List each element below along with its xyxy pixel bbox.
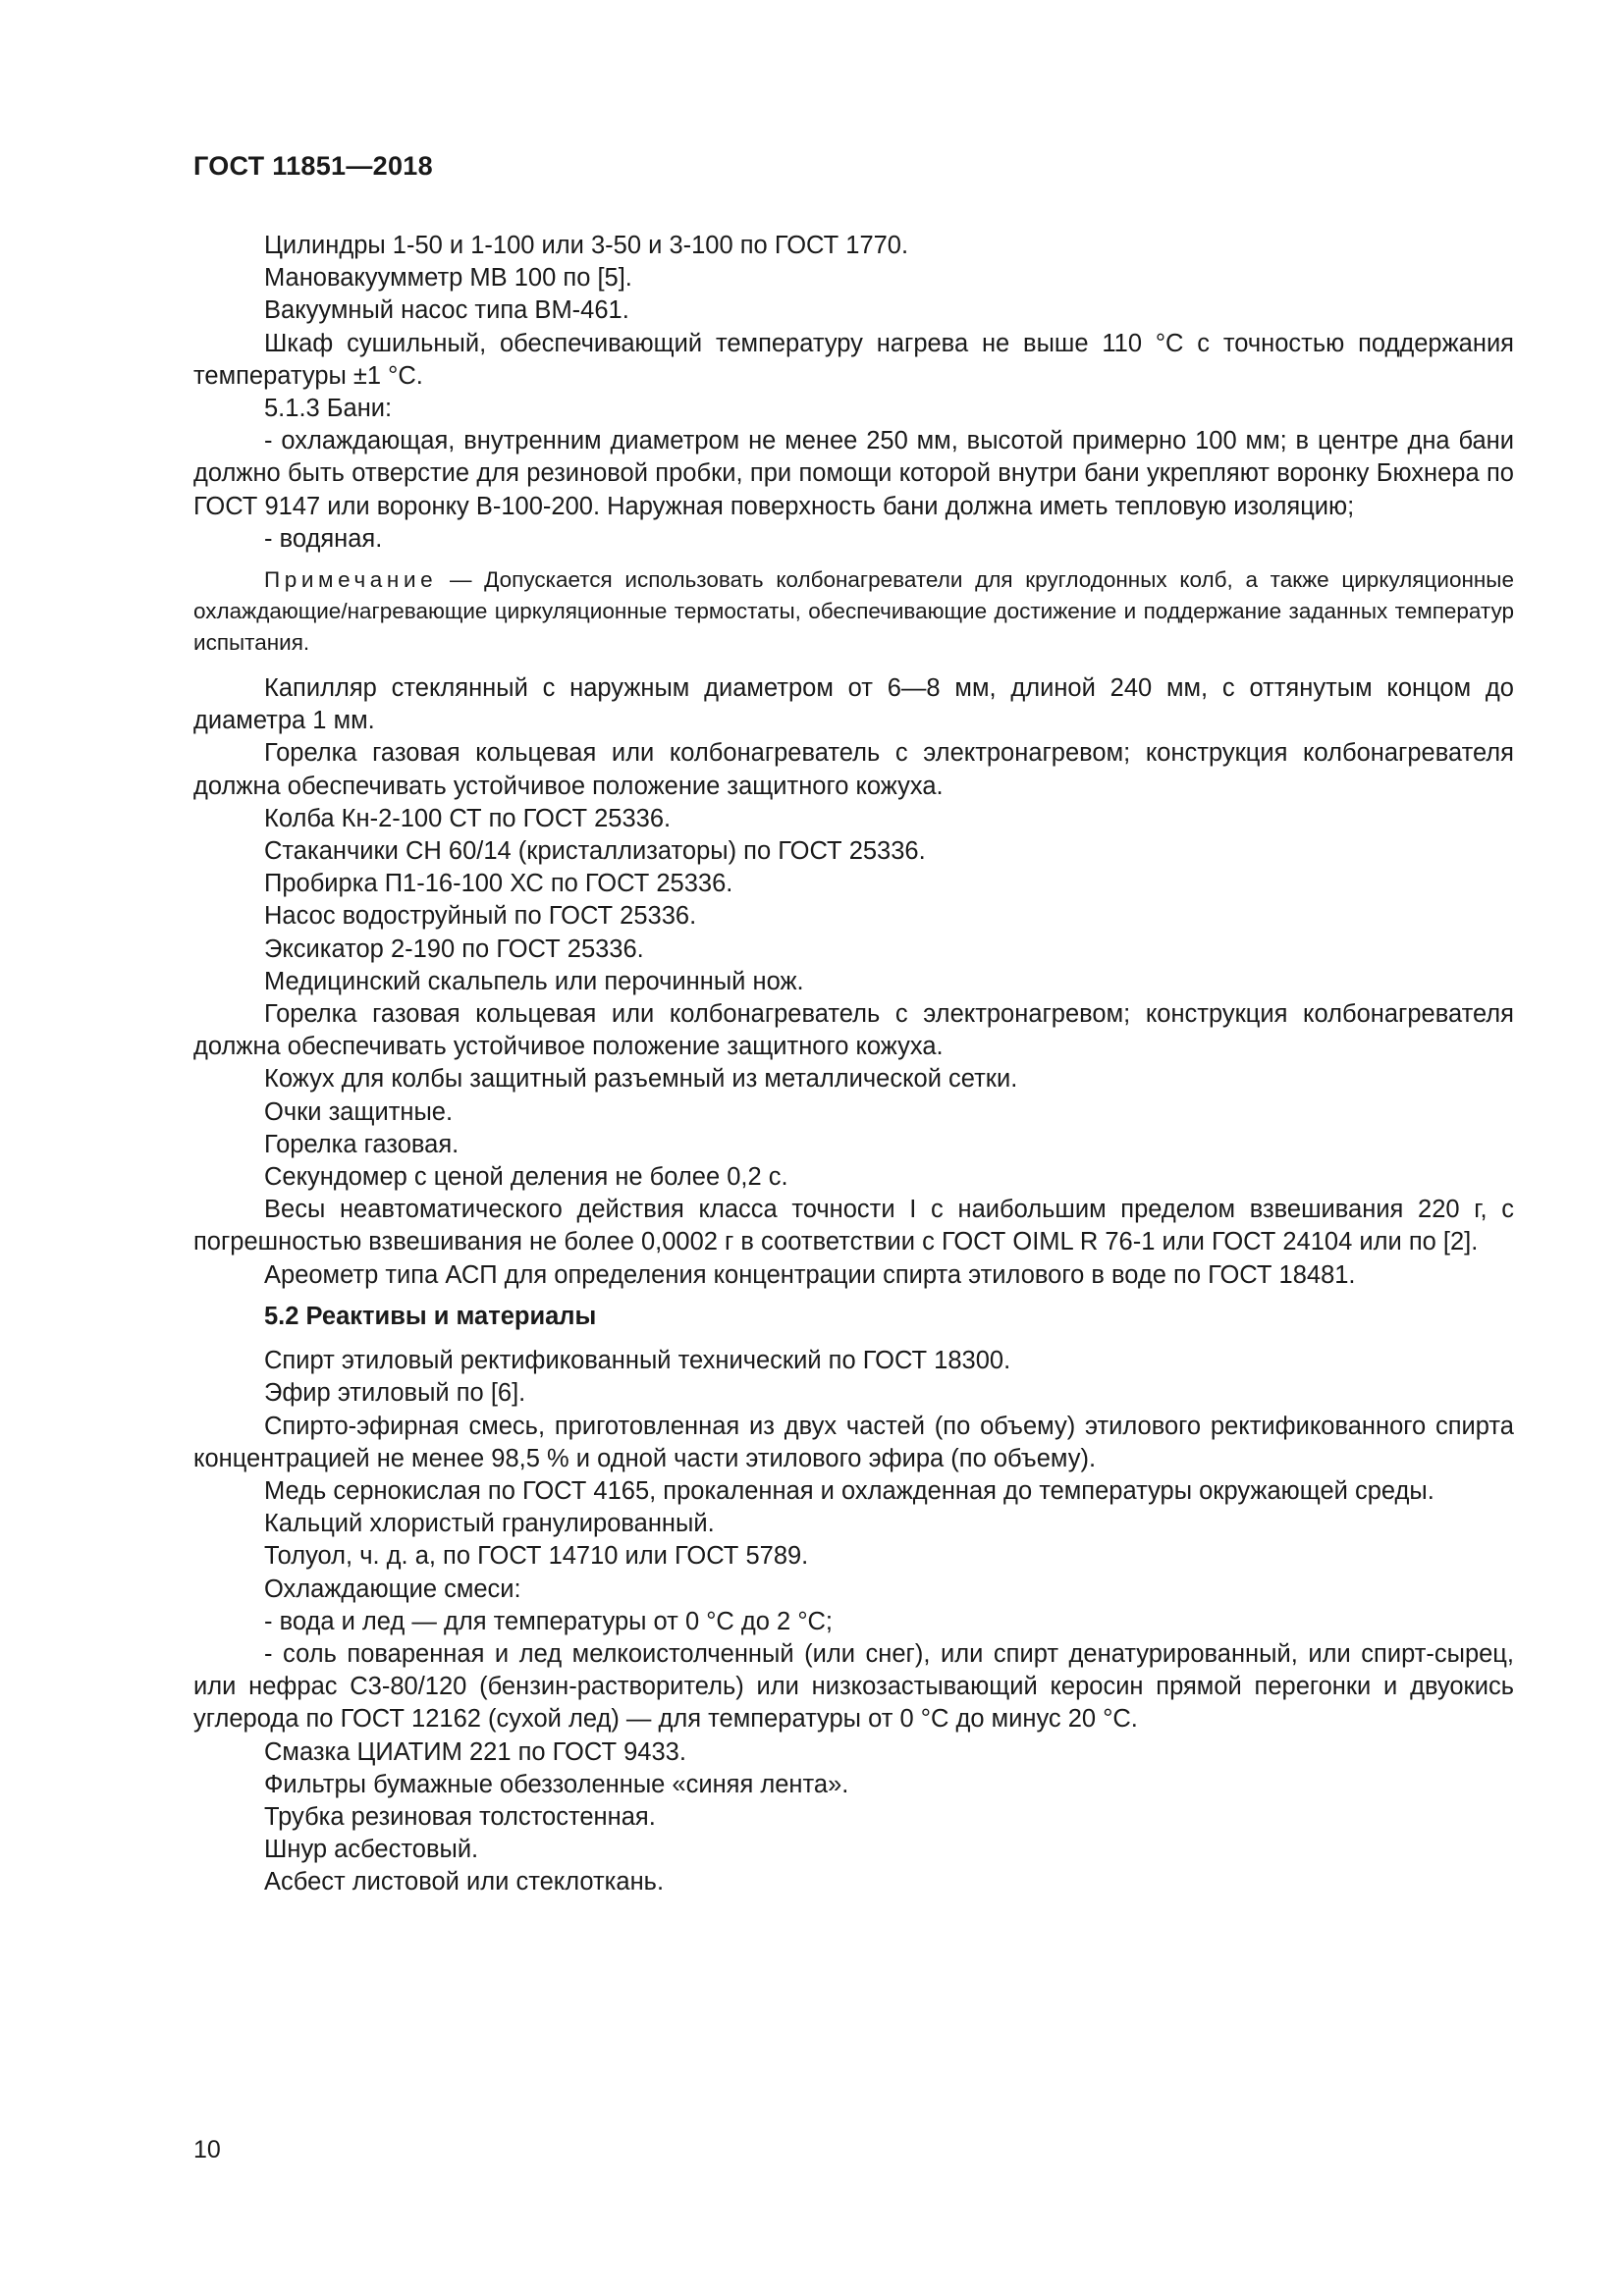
page-number: 10 bbox=[193, 2136, 221, 2163]
paragraph-rubber-tube: Трубка резиновая толстостенная. bbox=[264, 1802, 656, 1831]
paragraph-desiccator: Эксикатор 2-190 по ГОСТ 25336. bbox=[264, 934, 644, 963]
document-body bbox=[193, 230, 1514, 1899]
paragraph-asbestos-sheet: Асбест листовой или стеклоткань. bbox=[264, 1868, 665, 1896]
paragraph-scales: Весы неавтоматического действия класса точности I с наибольшим пределом взвешивания 220 г, с погрешностью взвешивания не более 0,0002 г в соответствии с ГОСТ OIML R 76-1 или ГОСТ 24104 или по [2]. bbox=[193, 1196, 1514, 1256]
paragraph-flask: Колба Кн-2-100 СТ по ГОСТ 25336. bbox=[264, 804, 672, 832]
paragraph-cooling-bath: - охлаждающая, внутренним диаметром не менее 250 мм, высотой примерно 100 мм; в центре дна бани должно быть отверстие для резиновой пробки, при помощи которой внутри бани укрепляют воронку Бюхнера по ГОСТ 9147 или воронку В-100-200. Наружная поверхность бани должна иметь тепловую изоляцию; bbox=[193, 427, 1514, 520]
paragraph-cooling-mixtures: Охлаждающие смеси: bbox=[264, 1575, 521, 1603]
paragraph-water-bath: - водяная. bbox=[264, 524, 383, 553]
paragraph-ether: Эфир этиловый по [6]. bbox=[264, 1379, 526, 1408]
note-block bbox=[193, 564, 1514, 659]
paragraph-hydrometer: Ареометр типа АСП для определения концентрации спирта этилового в воде по ГОСТ 18481. bbox=[264, 1260, 1356, 1289]
paragraph-burner-2: Горелка газовая кольцевая или колбонагреватель с электронагревом; конструкция колбонагревателя должна обеспечивать устойчивое положение защитного кожуха. bbox=[193, 1000, 1514, 1061]
paragraph-copper-sulfate: Медь сернокислая по ГОСТ 4165, прокаленная и охлажденная до температуры окружающей среды. bbox=[264, 1476, 1434, 1505]
paragraph-capillary: Капилляр стеклянный с наружным диаметром от 6—8 мм, длиной 240 мм, с оттянутым концом до диаметра 1 мм. bbox=[193, 674, 1514, 735]
paragraph-ethanol: Спирт этиловый ректификованный технический по ГОСТ 18300. bbox=[264, 1347, 1011, 1375]
section-heading: 5.2 Реактивы и материалы bbox=[264, 1302, 597, 1330]
paragraph-cylinders: Цилиндры 1-50 и 1-100 или 3-50 и 3-100 по ГОСТ 1770. bbox=[264, 232, 909, 259]
paragraph-goggles: Очки защитные. bbox=[264, 1097, 454, 1126]
note-dash: — bbox=[437, 567, 485, 593]
paragraph-calcium-chloride: Кальций хлористый гранулированный. bbox=[264, 1510, 715, 1538]
paragraph-baths-heading: 5.1.3 Бани: bbox=[264, 395, 393, 423]
paragraph-alcohol-ether-mix: Спирто-эфирная смесь, приготовленная из двух частей (по объему) этилового ректификованного спирта концентрацией не менее 98,5 % и одной части этилового эфира (по объему). bbox=[193, 1412, 1514, 1472]
paragraph-water-ice: - вода и лед — для температуры от 0 °С до 2 °С; bbox=[264, 1607, 834, 1635]
paragraph-salt-ice: - соль поваренная и лед мелкоистолченный (или снег), или спирт денатурированный, или спирт-сырец, или нефрас С3-80/120 (бензин-растворитель) или низкозастывающий керосин прямой перегонки и двуокись углерода по ГОСТ 12162 (сухой лед) — для температуры от 0 °С до минус 20 °С. bbox=[193, 1639, 1514, 1734]
paragraph-vacuum-gauge: Мановакуумметр МВ 100 по [5]. bbox=[264, 264, 632, 293]
document-header: ГОСТ 11851—2018 bbox=[193, 151, 433, 181]
paragraph-flask-cover: Кожух для колбы защитный разъемный из металлической сетки. bbox=[264, 1065, 1018, 1094]
paragraph-lubricant: Смазка ЦИАТИМ 221 по ГОСТ 9433. bbox=[264, 1737, 686, 1766]
paragraph-burner-1: Горелка газовая кольцевая или колбонагреватель с электронагревом; конструкция колбонагревателя должна обеспечивать устойчивое положение защитного кожуха. bbox=[193, 739, 1514, 800]
paragraph-stopwatch: Секундомер с ценой деления не более 0,2 с. bbox=[264, 1163, 788, 1192]
paragraph-asbestos-cord: Шнур асбестовый. bbox=[264, 1836, 479, 1864]
note-label: Примечание bbox=[264, 567, 438, 593]
paragraph-drying-cabinet: Шкаф сушильный, обеспечивающий температуру нагрева не выше 110 °С с точностью поддержания температуры ±1 °С. bbox=[193, 329, 1514, 390]
note-text: Допускается использовать колбонагреватели для круглодонных колб, а также циркуляционные охлаждающие/нагревающие циркуляционные термостаты, обеспечивающие достижение и поддержание заданных температур испытания. bbox=[193, 567, 1514, 656]
paragraph-filters: Фильтры бумажные обеззоленные «синяя лента». bbox=[264, 1770, 849, 1798]
paragraph-scalpel: Медицинский скальпель или перочинный нож. bbox=[264, 967, 804, 995]
paragraph-gas-burner: Горелка газовая. bbox=[264, 1130, 460, 1158]
paragraph-toluene: Толуол, ч. д. а, по ГОСТ 14710 или ГОСТ 5789. bbox=[264, 1542, 809, 1571]
paragraph-water-jet-pump: Насос водоструйный по ГОСТ 25336. bbox=[264, 902, 697, 931]
paragraph-beakers: Стаканчики СН 60/14 (кристаллизаторы) по ГОСТ 25336. bbox=[264, 837, 926, 866]
paragraph-vacuum-pump: Вакуумный насос типа ВМ-461. bbox=[264, 296, 629, 325]
paragraph-test-tube: Пробирка П1-16-100 ХС по ГОСТ 25336. bbox=[264, 870, 733, 898]
